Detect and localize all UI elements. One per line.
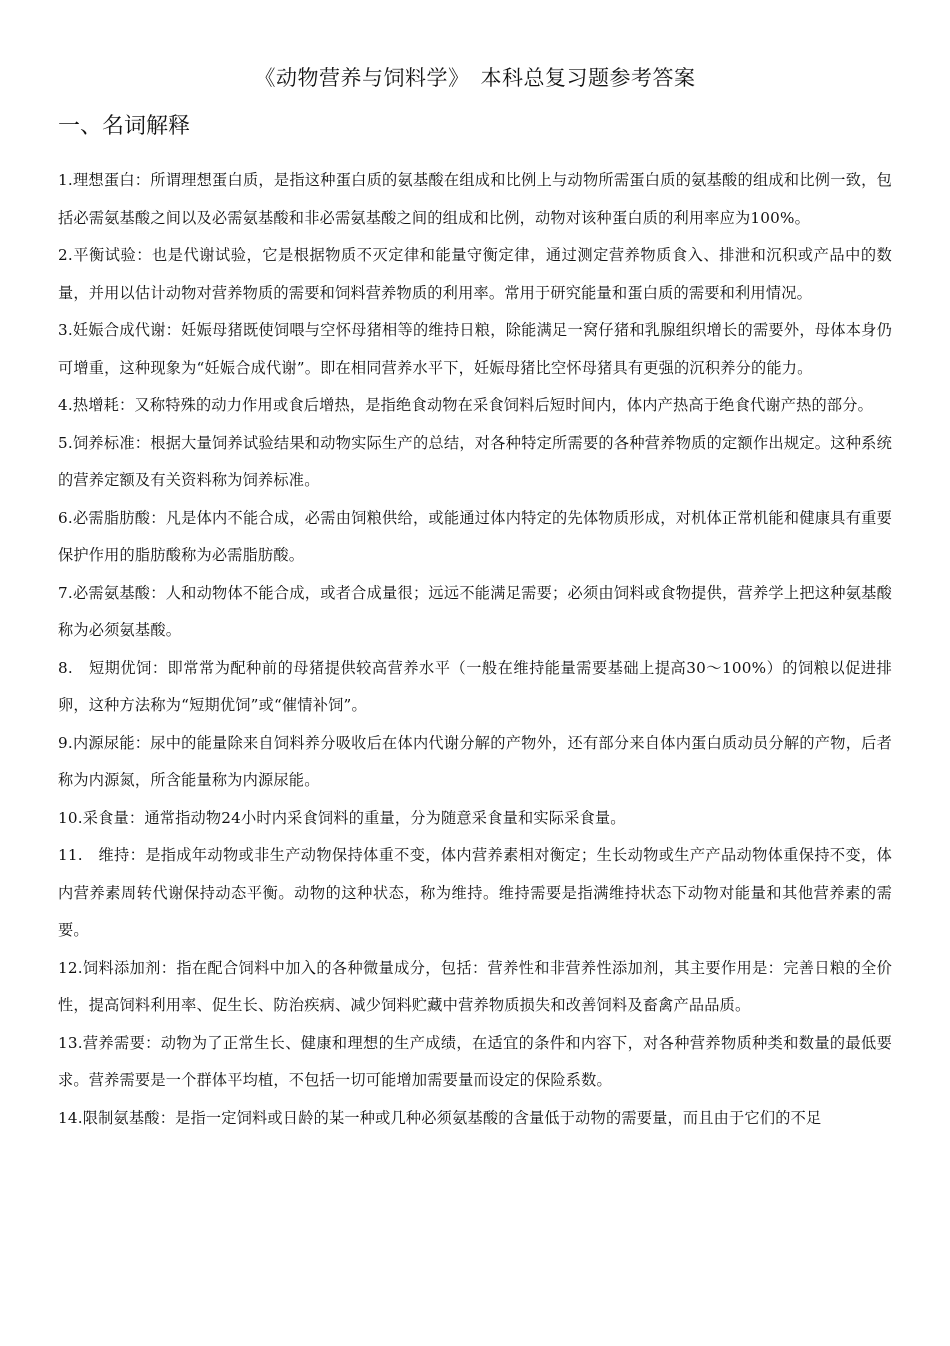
definition-entry-10 [58, 800, 892, 838]
definition-entry-12 [58, 950, 892, 1025]
definition-term: 6.必需脂肪酸： [58, 508, 166, 527]
definition-entry-7 [58, 575, 892, 650]
definition-entry-8 [58, 650, 892, 725]
definition-term: 12.饲料添加剂： [58, 958, 177, 977]
definition-term: 10.采食量： [58, 808, 145, 827]
definition-term: 11. 维持： [58, 846, 146, 864]
definition-entry-4 [58, 387, 892, 425]
definition-term: 5.饲养标准： [58, 433, 151, 452]
definition-term: 1.理想蛋白： [58, 171, 151, 189]
definition-entry-13 [58, 1025, 892, 1100]
definition-text: 凡是体内不能合成，必需由饲粮供给，或能通过体内特定的先体物质形成，对机体正常机能和健康具有重要保护作用的脂肪酸称为必需脂肪酸。 [58, 508, 892, 564]
definition-text: 也是代谢试验，它是根据物质不灭定律和能量守衡定律，通过测定营养物质食入、排泄和沉积或产品中的数量，并用以估计动物对营养物质的需要和饲料营养物质的利用率。常用于研究能量和蛋白质的需要和利用情况。 [58, 246, 892, 302]
definition-text: 即常常为配种前的母猪提供较高营养水平（一般在维持能量需要基础上提高30～100%）的饲粮以促进排卵，这种方法称为“短期优饲”或“催情补饲”。 [58, 658, 892, 714]
document-title: 《动物营养与饲料学》 本科总复习题参考答案 [254, 66, 696, 90]
definition-text: 根据大量饲养试验结果和动物实际生产的总结，对各种特定所需要的各种营养物质的定额作出规定。这种系统的营养定额及有关资料称为饲养标准。 [58, 433, 892, 489]
definition-entry-2 [58, 237, 892, 312]
definition-text: 妊娠母猪既使饲喂与空怀母猪相等的维持日粮，除能满足一窝仔猪和乳腺组织增长的需要外，母体本身仍可增重，这种现象为“妊娠合成代谢”。即在相同营养水平下，妊娠母猪比空怀母猪具有更强的沉积养分的能力。 [58, 321, 892, 377]
definition-text: 所谓理想蛋白质，是指这种蛋白质的氨基酸在组成和比例上与动物所需蛋白质的氨基酸的组成和比例一致，包括必需氨基酸之间以及必需氨基酸和非必需氨基酸之间的组成和比例，动物对该种蛋白质的利用率应为100%。 [58, 171, 892, 227]
definition-text: 动物为了正常生长、健康和理想的生产成绩，在适宜的条件和内容下，对各种营养物质种类和数量的最低要求。营养需要是一个群体平均植，不包括一切可能增加需要量而设定的保险系数。 [58, 1033, 892, 1089]
definition-entry-1 [58, 162, 892, 237]
definition-text: 又称特殊的动力作用或食后增热，是指绝食动物在采食饲料后短时间内，体内产热高于绝食代谢产热的部分。 [134, 396, 874, 414]
definition-term: 9.内源尿能： [58, 733, 151, 752]
definition-term: 4.热增耗： [58, 396, 135, 414]
definition-text: 通常指动物24小时内采食饲料的重量，分为随意采食量和实际采食量。 [144, 808, 626, 827]
definition-text: 指在配合饲料中加入的各种微量成分，包括：营养性和非营养性添加剂，其主要作用是：完善日粮的全价性，提高饲料利用率、促生长、防治疾病、减少饲料贮藏中营养物质损失和改善饲料及畜禽产品品质。 [58, 958, 892, 1014]
definition-list [58, 162, 892, 1137]
definition-entry-14 [58, 1100, 892, 1138]
definition-text: 是指一定饲料或日龄的某一种或几种必须氨基酸的含量低于动物的需要量，而且由于它们的不足 [175, 1108, 822, 1127]
definition-entry-6 [58, 500, 892, 575]
definition-entry-9 [58, 725, 892, 800]
definition-term: 7.必需氨基酸： [58, 583, 166, 602]
definition-term: 13.营养需要： [58, 1033, 161, 1052]
definition-term: 3.妊娠合成代谢： [58, 321, 182, 339]
definition-term: 14.限制氨基酸： [58, 1108, 176, 1127]
definition-text: 人和动物体不能合成，或者合成量很；远远不能满足需要；必须由饲料或食物提供，营养学上把这种氨基酸称为必须氨基酸。 [58, 583, 892, 639]
definition-text: 是指成年动物或非生产动物保持体重不变，体内营养素相对衡定；生长动物或生产产品动物体重保持不变，体内营养素周转代谢保持动态平衡。动物的这种状态，称为维持。维持需要是指满维持状态下动物对能量和其他营养素的需要。 [58, 846, 892, 939]
section-heading: 一、名词解释 [58, 114, 191, 139]
definition-entry-5 [58, 425, 892, 500]
definition-term: 2.平衡试验： [58, 246, 153, 264]
definition-text: 尿中的能量除来自饲料养分吸收后在体内代谢分解的产物外，还有部分来自体内蛋白质动员分解的产物，后者称为内源氮，所含能量称为内源尿能。 [58, 733, 892, 789]
definition-entry-3 [58, 312, 892, 387]
definition-term: 8. 短期优饲： [58, 658, 168, 677]
definition-entry-11 [58, 837, 892, 950]
